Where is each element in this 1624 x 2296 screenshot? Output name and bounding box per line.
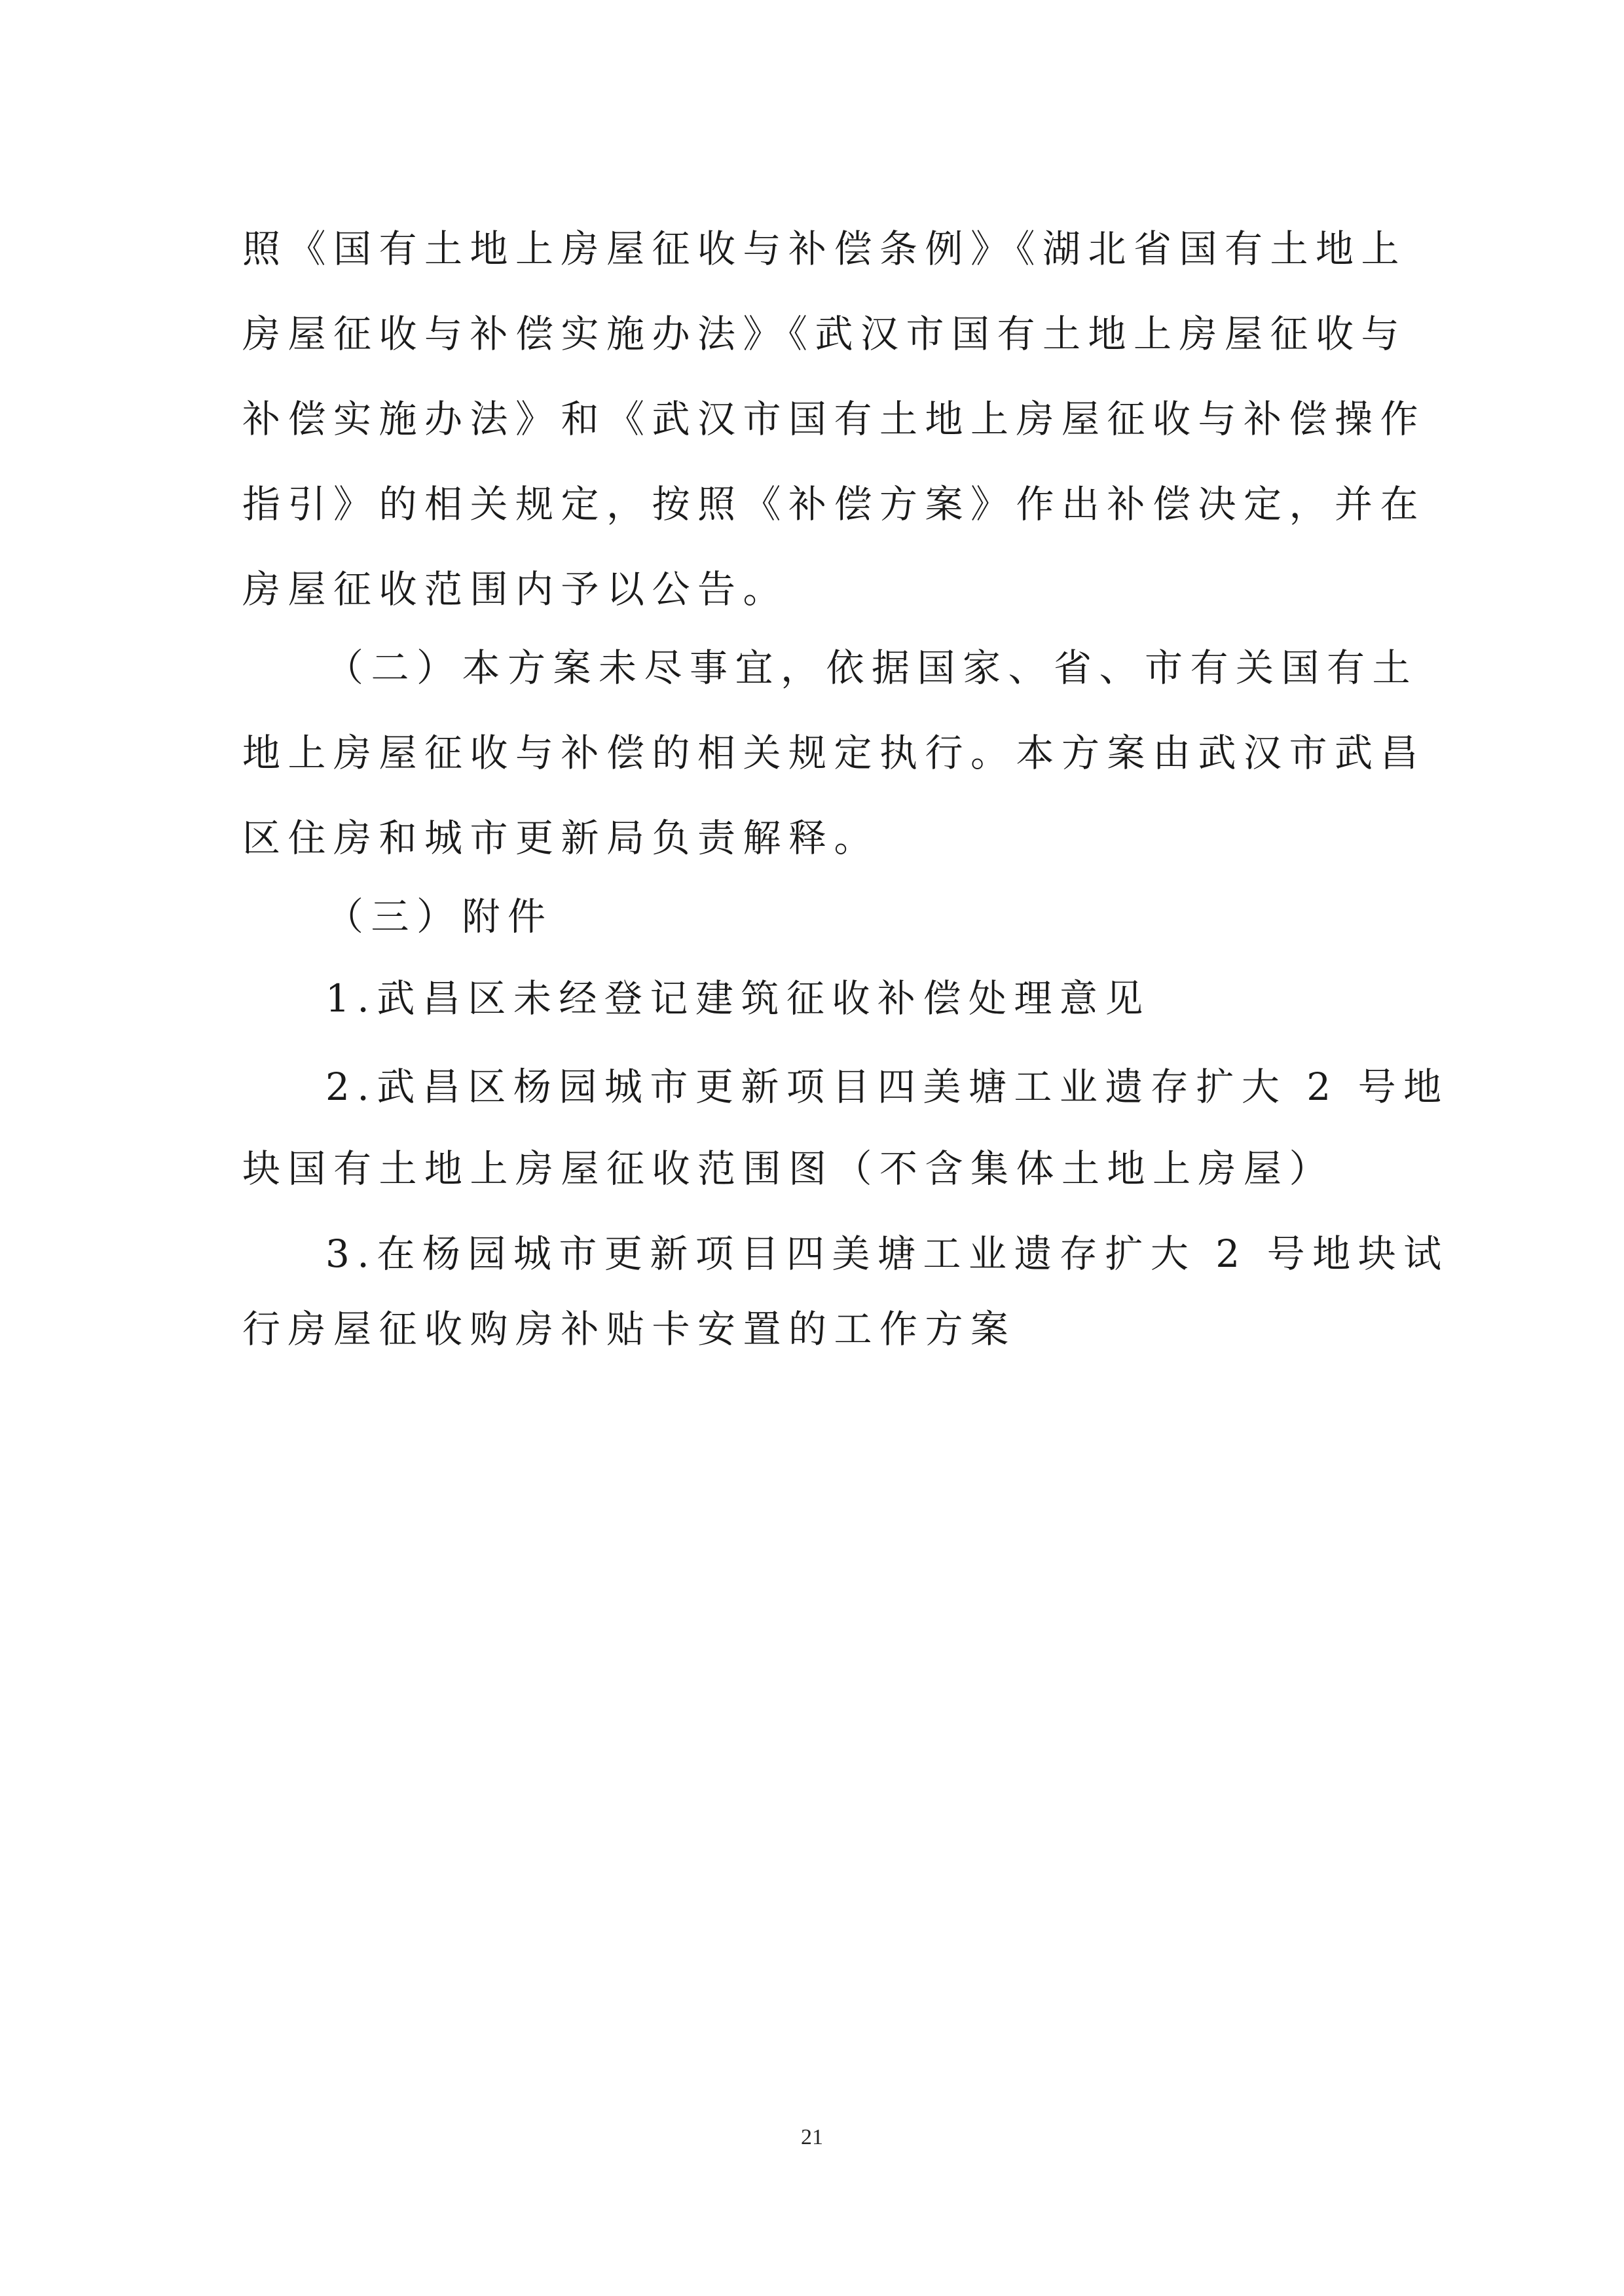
text-line: （二）本方案未尽事宜，依据国家、省、市有关国有土 <box>325 646 1418 690</box>
text-line: 区住房和城市更新局负责解释。 <box>242 816 880 860</box>
attachments-heading: （三）附件 <box>325 894 553 939</box>
text-line: 照《国有土地上房屋征收与补偿条例》《湖北省国有土地上 <box>242 227 1407 271</box>
attachment-item-1: 1.武昌区未经登记建筑征收补偿处理意见 <box>325 976 1151 1021</box>
text-line: 房屋征收范围内予以公告。 <box>242 567 789 611</box>
text-line: 行房屋征收购房补贴卡安置的工作方案 <box>242 1307 1016 1351</box>
text-line: 补偿实施办法》和《武汉市国有土地上房屋征收与补偿操作 <box>242 397 1426 441</box>
page-number: 21 <box>801 2125 823 2149</box>
text-line: 房屋征收与补偿实施办法》《武汉市国有土地上房屋征收与 <box>242 312 1407 356</box>
text-line: 2.武昌区杨园城市更新项目四美塘工业遗存扩大 2 号地 <box>325 1065 1449 1109</box>
text-line: 3.在杨园城市更新项目四美塘工业遗存扩大 2 号地块试 <box>325 1231 1449 1276</box>
text-line: 块国有土地上房屋征收范围图（不含集体土地上房屋） <box>242 1146 1335 1191</box>
text-line: 指引》的相关规定，按照《补偿方案》作出补偿决定，并在 <box>242 482 1426 526</box>
text-line: 地上房屋征收与补偿的相关规定执行。本方案由武汉市武昌 <box>242 731 1426 775</box>
